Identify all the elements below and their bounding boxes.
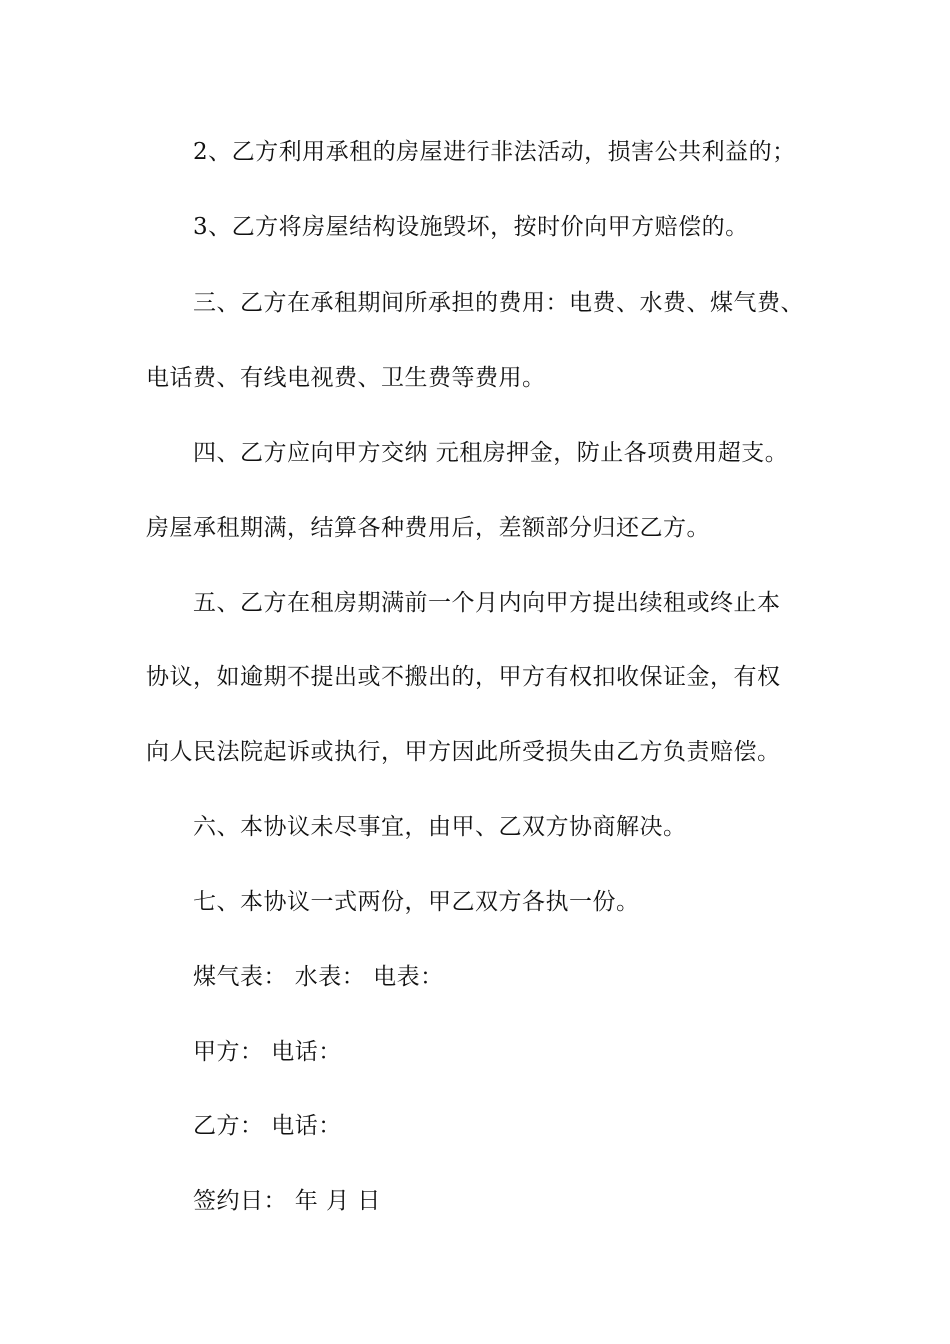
party-b-signature-line: 乙方： 电话： [193, 1113, 342, 1139]
section-3-fees-line-1: 三、乙方在承租期间所承担的费用：电费、水费、煤气费、 [193, 290, 804, 316]
clause-3-damage-compensation: 3、乙方将房屋结构设施毁坏，按时价向甲方赔偿的。 [193, 214, 749, 240]
section-4-deposit-line-1: 四、乙方应向甲方交纳 元租房押金，防止各项费用超支。 [193, 440, 789, 466]
section-5-renewal-line-2: 协议，如逾期不提出或不搬出的，甲方有权扣收保证金，有权 [146, 664, 781, 690]
section-4-deposit-line-2: 房屋承租期满，结算各种费用后，差额部分归还乙方。 [146, 515, 710, 541]
party-a-signature-line: 甲方： 电话： [193, 1039, 342, 1065]
section-6-unresolved-matters: 六、本协议未尽事宜，由甲、乙双方协商解决。 [193, 814, 687, 840]
section-3-fees-line-2: 电话费、有线电视费、卫生费等费用。 [146, 365, 546, 391]
section-5-renewal-line-3: 向人民法院起诉或执行，甲方因此所受损失由乙方负责赔偿。 [146, 739, 781, 765]
section-5-renewal-line-1: 五、乙方在租房期满前一个月内向甲方提出续租或终止本 [193, 590, 781, 616]
meter-readings-line: 煤气表： 水表： 电表： [193, 964, 444, 990]
signing-date-line: 签约日： 年 月 日 [193, 1188, 381, 1214]
section-7-copies: 七、本协议一式两份，甲乙双方各执一份。 [193, 889, 640, 915]
clause-2-illegal-activity: 2、乙方利用承租的房屋进行非法活动，损害公共利益的； [193, 139, 796, 165]
